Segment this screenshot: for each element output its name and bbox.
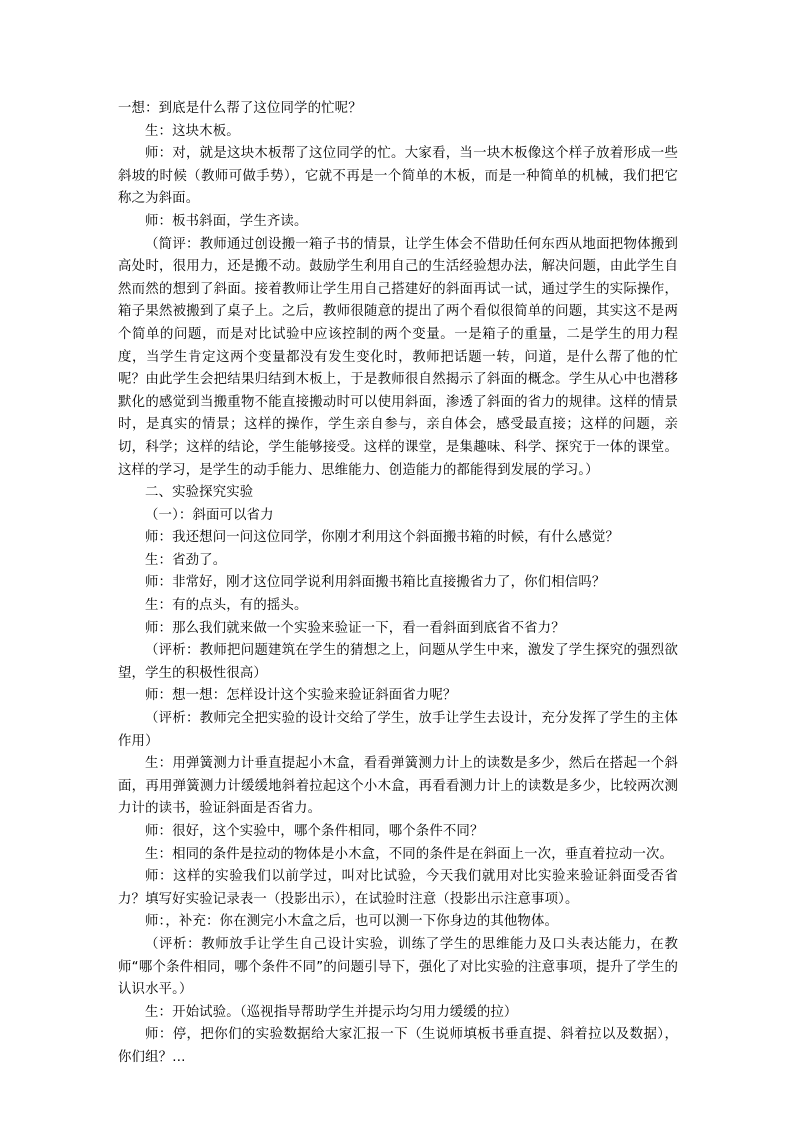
paragraph: 师：想一想：怎样设计这个实验来验证斜面省力呢？: [145, 688, 457, 704]
paragraph: 师：那么我们就来做一个实验来验证一下，看一看斜面到底省不省力？: [145, 620, 565, 636]
paragraph: 师：停，把你们的实验数据给大家汇报一下（生说师填板书垂直提、斜着拉以及数据），你们组？…: [118, 1027, 678, 1065]
paragraph: （评析：教师完全把实验的设计交给了学生，放手让学生去设计，充分发挥了学生的主体作用）: [118, 711, 678, 749]
paragraph: 师：这样的实验我们以前学过，叫对比试验，今天我们就用对比实验来验证斜面受否省力？填写好实验记录表一（投影出示），在试验时注意（投影出示注意事项）。: [118, 869, 678, 907]
paragraph: 师：我还想问一问这位同学，你刚才利用这个斜面搬书箱的时候，有什么感觉？: [145, 530, 619, 546]
paragraph: （评析：教师把问题建筑在学生的猜想之上，问题从学生中来，激发了学生探究的强烈欲望，学生的积极性很高）: [118, 643, 678, 681]
paragraph: （一）：斜面可以省力: [145, 507, 274, 523]
paragraph: 师：板书斜面，学生齐读。: [145, 213, 308, 229]
paragraph: 师：非常好，刚才这位同学说利用斜面搬书箱比直接搬省力了，你们相信吗？: [145, 575, 606, 591]
paragraph: 生：用弹簧测力计垂直提起小木盒，看看弹簧测力计上的读数是多少，然后在搭起一个斜面，再用弹簧测力计缓缓地斜着拉起这个小木盒，再看看测力计上的读数是多少，比较两次测力计的读书，验证斜面是否省力。: [118, 756, 678, 817]
paragraph: 二、实验探究实验: [145, 485, 254, 501]
paragraph: 师：很好，这个实验中，哪个条件相同，哪个条件不同？: [145, 824, 484, 839]
paragraph: （简评：教师通过创设搬一箱子书的情景，让学生体会不借助任何东西从地面把物体搬到高处时，很用力，还是搬不动。鼓励学生利用自己的生活经验想办法，解决问题，由此学生自然而然的想到了斜面。接着教师让学生用自己搭建好的斜面再试一试，通过学生的实际操作，箱子果然被搬到了桌子上。之后，教师很随意的提出了两个看似很简单的问题，其实这不是两个简单的问题，而是对比试验中应该控制的两个变量。一是箱子的重量，二是学生的用力程度，当学生肯定这两个变量都没有发生变化时，教师把话题一转，问道，是什么帮了他的忙呢？由此学生会把结果归结到木板上，于是教师很自然揭示了斜面的概念。学生从心中也潜移默化的感觉到当搬重物不能直接搬动时可以使用斜面，渗透了斜面的省力的规律。这样的情景时，是真实的情景；这样的操作，学生亲自参与，亲自体会，感受最直接；这样的问题，亲切，科学；这样的结论，学生能够接受。这样的课堂，是集趣味、科学、探究于一体的课堂。这样的学习，是学生的动手能力、思维能力、创造能力的都能得到发展的学习。）: [118, 236, 678, 478]
paragraph: 生：开始试验。（巡视指导帮助学生并提示均匀用力缓缓的拉）: [145, 1004, 518, 1020]
paragraph: （评析：教师放手让学生自己设计实验，训练了学生的思维能力及口头表达能力，在教师“哪个条件相同，哪个条件不同”的问题引导下，强化了对比实验的注意事项，提升了学生的认识水平。）: [118, 936, 678, 998]
paragraph: 生：这块木板。: [145, 123, 240, 139]
paragraph: 师：对，就是这块木板帮了这位同学的忙。大家看，当一块木板像这个样子放着形成一些斜坡的时候（教师可做手势），它就不再是一个简单的木板，而是一种简单的机械，我们把它称之为斜面。: [118, 146, 678, 207]
paragraph: 师：，补充：你在测完小木盒之后，也可以测一下你身边的其他物体。: [145, 914, 559, 930]
paragraph: 生：有的点头，有的摇头。: [145, 598, 308, 614]
paragraph: 一想：到底是什么帮了这位同学的忙呢？: [118, 101, 362, 116]
document-body: [118, 98, 678, 1070]
paragraph: 生：省劲了。: [145, 552, 227, 568]
paragraph: 生：相同的条件是拉动的物体是小木盒，不同的条件是在斜面上一次，垂直着拉动一次。: [145, 846, 674, 862]
